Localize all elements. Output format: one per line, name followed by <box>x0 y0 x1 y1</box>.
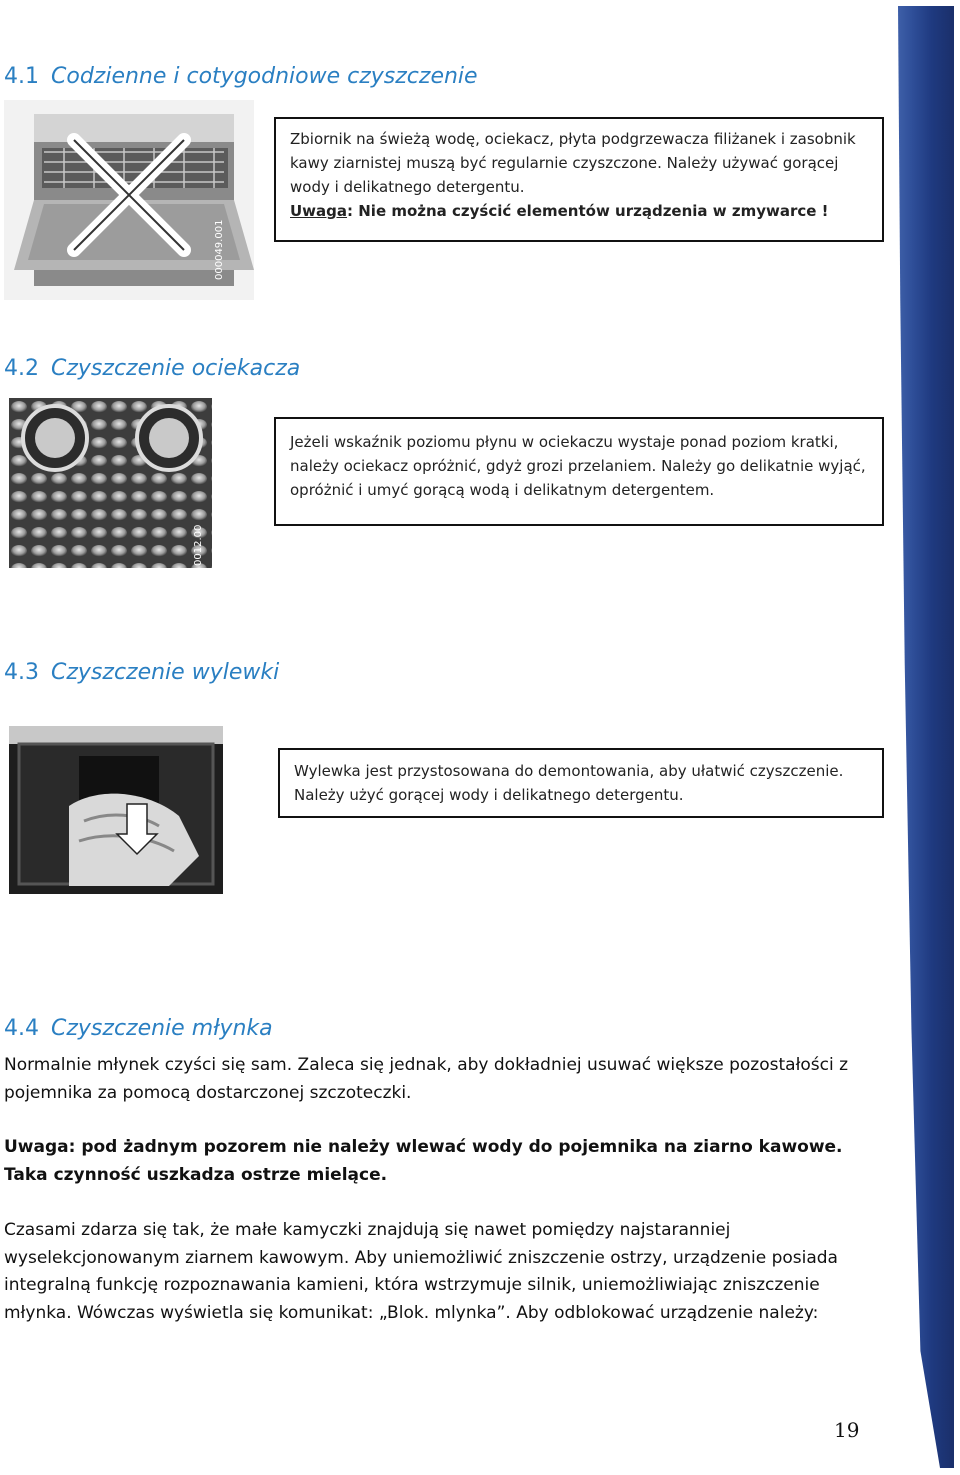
box-line: należy ociekacz opróżnić, gdyż grozi przelaniem. Należy go delikatnie wyjąć, <box>290 457 866 475</box>
paragraph-warning: Uwaga: pod żadnym pozorem nie należy wlewać wody do pojemnika na ziarno kawowe. Taka czynność uszkadza ostrze mielące. <box>4 1137 843 1185</box>
section-title: Czyszczenie młynka <box>51 1016 273 1041</box>
box-line: Zbiornik na świeżą wodę, ociekacz, płyta podgrzewacza filiżanek i zasobnik <box>290 130 856 148</box>
box-line: opróżnić i umyć gorącą wodą i delikatnym detergentem. <box>290 481 715 499</box>
box-line: Wylewka jest przystosowana do demontowania, aby ułatwić czyszczenie. <box>294 762 844 780</box>
warning-text: : Nie można czyścić elementów urządzenia w zmywarce ! <box>347 202 829 220</box>
section-heading-4-2 <box>4 356 300 381</box>
box-line: wody i delikatnego detergentu. <box>290 178 525 196</box>
info-box-4-3 <box>278 748 884 818</box>
drip-tray-grid-photo <box>9 398 212 568</box>
spout-photo-icon <box>9 726 223 894</box>
warning-line <box>290 199 868 223</box>
box-line: kawy ziarnistej muszą być regularnie czyszczone. Należy używać gorącej <box>290 154 839 172</box>
section-title: Czyszczenie wylewki <box>51 660 280 685</box>
section-number: 4.1 <box>4 64 39 89</box>
section-heading-4-4 <box>4 1016 273 1041</box>
warning-label: Uwaga <box>290 202 348 220</box>
info-box-4-1 <box>274 117 884 242</box>
page-number: 19 <box>834 1418 860 1442</box>
section-title: Codzienne i cotygodniowe czyszczenie <box>51 64 478 89</box>
section-number: 4.4 <box>4 1016 39 1041</box>
box-line: Jeżeli wskaźnik poziomu płynu w ociekaczu wystaje ponad poziom kratki, <box>290 433 839 451</box>
section-number: 4.2 <box>4 356 39 381</box>
paragraph-stone-detection: Czasami zdarza się tak, że małe kamyczki znajdują się nawet pomiędzy najstaranniej wyselekcjonowanym ziarnem kawowym. Aby uniemożliwić zniszczenie ostrzy, urządzenie posiada integralną funkcję rozpoznawania kamieni, która wstrzymuje silnik, uniemożliwiając zniszczenie młynka. Wówczas wyświetla się komunikat: „Blok. mlynka”. Aby odblokować urządzenie należy: <box>4 1220 838 1323</box>
spout-removal-photo <box>9 726 223 894</box>
section-title: Czyszczenie ociekacza <box>51 356 301 381</box>
image-code: 0012.00 <box>193 524 204 566</box>
drip-tray-photo-icon <box>9 398 212 568</box>
section-heading-4-3 <box>4 660 279 685</box>
sidebar-decoration <box>898 6 954 1468</box>
section-number: 4.3 <box>4 660 39 685</box>
paragraph-self-cleaning: Normalnie młynek czyści się sam. Zaleca się jednak, aby dokładniej usuwać większe pozostałości z pojemnika za pomocą dostarczonej szczoteczki. <box>4 1055 849 1103</box>
dishwasher-crossed-photo <box>4 100 254 300</box>
box-line: Należy użyć gorącej wody i delikatnego detergentu. <box>294 786 684 804</box>
info-box-4-2 <box>274 417 884 526</box>
dishwasher-photo-icon <box>4 100 254 300</box>
section-heading-4-1 <box>4 64 478 89</box>
image-code: 000049.001 <box>214 219 225 280</box>
